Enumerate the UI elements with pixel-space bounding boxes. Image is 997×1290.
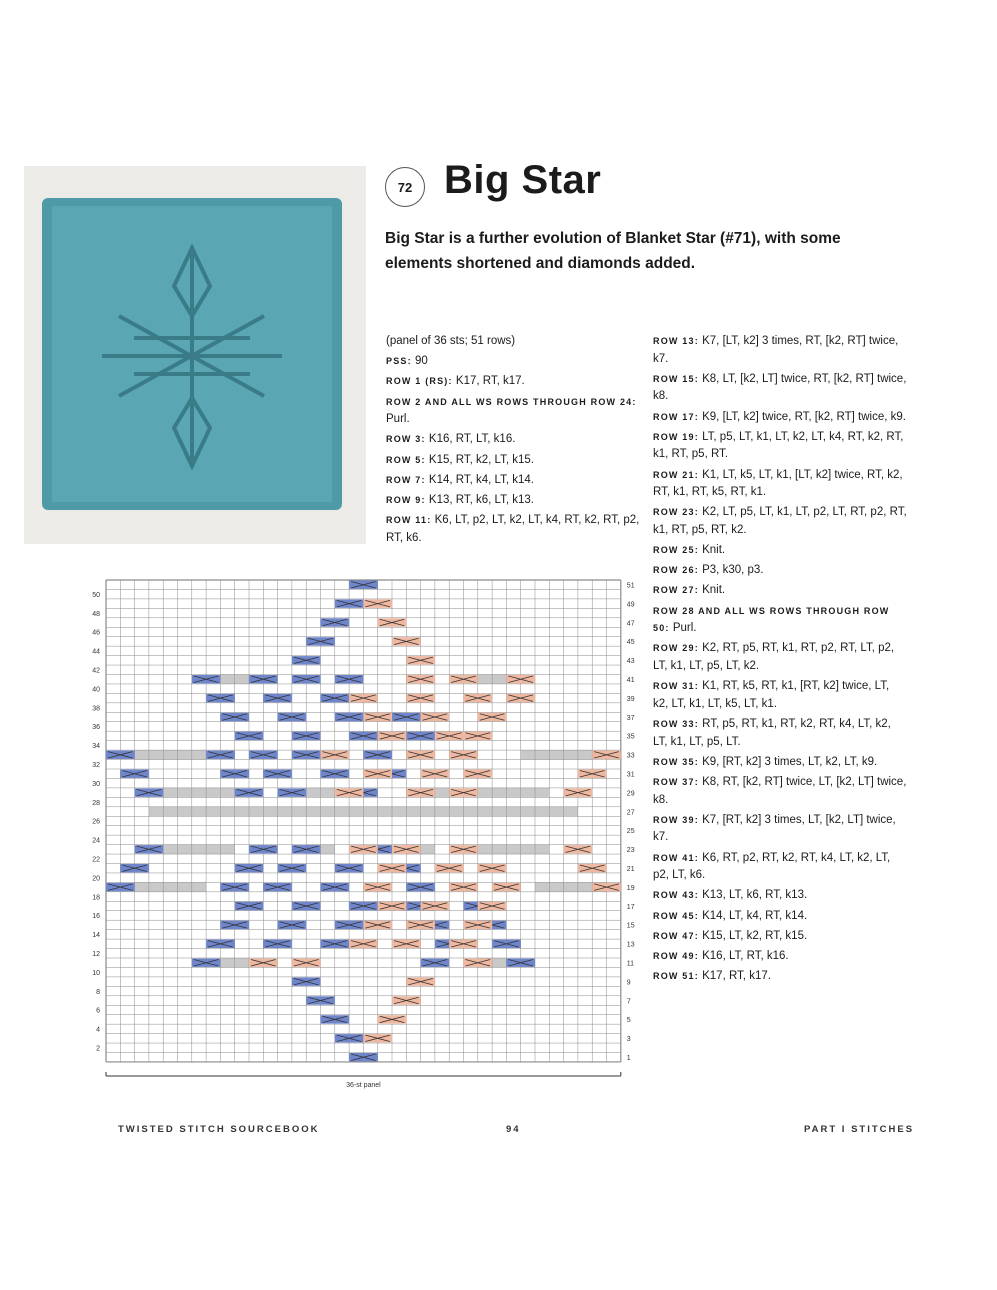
instruction-row-label: ROW 5: (386, 454, 426, 465)
instruction-row (653, 542, 907, 560)
purl-cell (535, 807, 549, 816)
instruction-row-label: ROW 26: (653, 565, 699, 576)
row-number-label: 27 (626, 809, 635, 817)
instruction-row-text: K8, LT, [k2, LT] twice, RT, [k2, RT] twice, k8. (653, 372, 907, 403)
instruction-row-text: Purl. (386, 413, 410, 426)
purl-cell (435, 807, 449, 816)
purl-cell (435, 788, 449, 797)
pattern-number-badge: 72 (385, 167, 425, 207)
purl-cell (220, 675, 234, 684)
row-number-label: 18 (92, 894, 100, 902)
instruction-row (653, 754, 907, 772)
purl-cell (149, 807, 163, 816)
purl-cell (549, 750, 563, 759)
instruction-row-label: ROW 13: (653, 336, 699, 346)
purl-cell (478, 675, 492, 684)
purl-cell (421, 807, 435, 816)
instruction-row-text: K7, [LT, k2] 3 times, RT, [k2, RT] twice, k7. (653, 335, 899, 365)
instruction-row (386, 333, 640, 351)
purl-cell (492, 958, 506, 967)
purl-cell (192, 882, 206, 891)
instruction-row-label: ROW 47: (653, 930, 699, 941)
row-number-label: 33 (626, 752, 635, 760)
purl-cell (449, 807, 463, 816)
instruction-row-label: ROW 37: (653, 776, 699, 787)
instruction-row (653, 678, 907, 713)
purl-cell (378, 807, 392, 816)
instruction-row-label: ROW 19: (653, 431, 699, 442)
purl-cell (492, 845, 506, 854)
instruction-row-label: ROW 7: (386, 474, 426, 485)
purl-cell (549, 807, 563, 816)
row-number-label: 47 (626, 620, 635, 628)
instruction-row-text: K15, LT, k2, RT, k15. (702, 929, 808, 942)
row-number-label: 46 (92, 629, 100, 637)
instructions-column-1 (386, 333, 640, 550)
purl-cell (464, 807, 478, 816)
purl-cell (521, 845, 535, 854)
row-number-label: 11 (626, 960, 635, 968)
purl-cell (306, 807, 320, 816)
instruction-row-text: K6, LT, p2, LT, k2, LT, k4, RT, k2, RT, p2, RT, k6. (386, 514, 640, 544)
row-number-label: 6 (96, 1007, 100, 1015)
purl-cell (178, 788, 192, 797)
purl-cell (535, 845, 549, 854)
instruction-row-label: ROW 28 AND ALL WS ROWS THROUGH ROW 50: (653, 605, 890, 634)
instruction-row-label: ROW 31: (653, 681, 699, 692)
instruction-row-label: PSS: (386, 356, 412, 367)
instruction-row-text: Knit. (702, 584, 726, 597)
purl-cell (478, 845, 492, 854)
instruction-row-text: K1, LT, k5, LT, k1, [LT, k2] twice, RT, k2, RT, k1, RT, k5, RT, k1. (653, 468, 903, 499)
purl-cell (192, 845, 206, 854)
instruction-row-label: ROW 23: (653, 507, 699, 518)
purl-cell (178, 807, 192, 816)
purl-cell (220, 807, 234, 816)
purl-cell (506, 788, 520, 797)
instruction-row-text: K9, [LT, k2] twice, RT, [k2, RT] twice, k9. (702, 410, 906, 423)
purl-cell (192, 750, 206, 759)
instruction-row-label: ROW 33: (653, 719, 699, 729)
instruction-row-text: K17, RT, k17. (702, 970, 771, 983)
instruction-row-label: ROW 45: (653, 910, 699, 921)
instruction-row-text: K9, [RT, k2] 3 times, LT, k2, LT, k9. (702, 755, 878, 768)
row-number-label: 8 (96, 988, 100, 996)
row-number-label: 20 (92, 875, 100, 883)
row-number-label: 3 (626, 1036, 631, 1044)
instruction-row-label: ROW 43: (653, 890, 699, 901)
instruction-row (653, 908, 907, 926)
row-number-label: 14 (92, 932, 100, 940)
instruction-row (653, 968, 907, 986)
row-number-label: 36 (92, 724, 100, 732)
instruction-row-text: Knit. (702, 544, 726, 557)
instruction-row (653, 850, 907, 885)
instruction-row (653, 504, 907, 539)
instruction-row (653, 371, 907, 406)
row-number-label: 22 (92, 856, 100, 864)
row-number-label: 15 (626, 922, 635, 930)
row-number-label: 34 (92, 743, 100, 751)
purl-cell (478, 807, 492, 816)
purl-cell (535, 882, 549, 891)
row-number-label: 28 (92, 799, 100, 807)
purl-cell (564, 882, 578, 891)
instruction-row-text: K16, LT, RT, k16. (702, 949, 789, 962)
purl-cell (535, 750, 549, 759)
instruction-row-text: RT, p5, RT, k1, RT, k2, RT, k4, LT, k2, LT, k1, LT, p5, LT. (653, 718, 891, 748)
row-number-label: 25 (626, 828, 635, 836)
row-number-label: 23 (626, 847, 635, 855)
purl-cell (263, 807, 277, 816)
row-number-label: 2 (96, 1045, 100, 1053)
row-number-label: 12 (92, 951, 100, 958)
row-number-label: 26 (92, 818, 100, 826)
instruction-row-text: P3, k30, p3. (702, 564, 764, 577)
row-number-label: 41 (626, 676, 635, 684)
purl-cell (149, 882, 163, 891)
instruction-row (386, 452, 640, 470)
instruction-row-label: ROW 35: (653, 756, 699, 767)
stitch-chart (86, 576, 646, 1105)
instruction-row (653, 640, 907, 675)
instruction-row (653, 812, 907, 847)
instruction-row-label: ROW 29: (653, 643, 699, 654)
purl-cell (235, 675, 249, 684)
intro-text: Big Star is a further evolution of Blanket Star (#71), with some elements shortened and diamonds added. (385, 230, 841, 272)
instruction-row-label: ROW 17: (653, 411, 699, 422)
instruction-row-text: K2, LT, p5, LT, k1, LT, p2, LT, RT, p2, RT, k1, RT, p5, RT, k2. (653, 506, 907, 536)
row-number-label: 32 (92, 762, 100, 769)
instruction-row-text: K13, LT, k6, RT, k13. (702, 889, 808, 902)
instruction-row (386, 394, 640, 429)
purl-cell (492, 675, 506, 684)
row-number-label: 29 (626, 790, 635, 798)
instruction-row-label: ROW 25: (653, 545, 699, 556)
instruction-row (653, 333, 907, 368)
purl-cell (321, 845, 335, 854)
instruction-row-text: K1, RT, k5, RT, k1, [RT, k2] twice, LT, k2, LT, k1, LT, k5, LT, k1. (653, 680, 890, 710)
purl-cell (363, 807, 377, 816)
purl-cell (335, 807, 349, 816)
row-number-label: 42 (92, 667, 100, 675)
instruction-row (653, 774, 907, 809)
purl-cell (278, 807, 292, 816)
row-number-label: 24 (92, 837, 100, 845)
row-number-label: 21 (626, 865, 635, 873)
row-number-label: 16 (92, 913, 100, 921)
purl-cell (149, 750, 163, 759)
swatch-photo (24, 166, 366, 544)
purl-cell (406, 807, 420, 816)
page-title: Big Star (444, 158, 602, 202)
instruction-row-label: ROW 2 AND ALL WS ROWS THROUGH ROW 24: (386, 396, 637, 407)
purl-cell (163, 788, 177, 797)
purl-cell (192, 788, 206, 797)
row-number-label: 43 (626, 658, 635, 666)
instruction-row-text: K2, RT, p5, RT, k1, RT, p2, RT, LT, p2, LT, k1, LT, p5, LT, k2. (653, 642, 895, 673)
purl-cell (163, 882, 177, 891)
purl-cell (506, 807, 520, 816)
purl-cell (421, 845, 435, 854)
row-number-label: 30 (92, 780, 100, 788)
purl-cell (521, 788, 535, 797)
instruction-row (653, 582, 907, 600)
purl-cell (578, 750, 592, 759)
purl-cell (492, 788, 506, 797)
footer-section: PART I STITCHES (804, 1124, 915, 1135)
instruction-row-text: 90 (415, 355, 428, 368)
instruction-row (386, 431, 640, 449)
instruction-row-label: ROW 51: (653, 971, 699, 982)
purl-cell (206, 807, 220, 816)
instruction-row-text: K15, RT, k2, LT, k15. (428, 453, 534, 466)
row-number-label: 10 (92, 969, 100, 977)
instruction-row-text: K6, RT, p2, RT, k2, RT, k4, LT, k2, LT, p2, LT, k6. (653, 851, 891, 882)
purl-cell (292, 807, 306, 816)
purl-cell (306, 788, 320, 797)
instruction-row (653, 562, 907, 580)
instruction-row-label: ROW 3: (386, 434, 426, 445)
instruction-row-label: ROW 21: (653, 469, 699, 480)
instruction-row (386, 492, 640, 510)
instruction-row (386, 373, 640, 391)
instruction-row (653, 409, 907, 427)
instruction-row (653, 887, 907, 905)
purl-cell (578, 882, 592, 891)
purl-cell (206, 845, 220, 854)
instruction-row-text: K16, RT, LT, k16. (428, 433, 516, 446)
purl-cell (478, 788, 492, 797)
row-number-label: 17 (626, 903, 635, 911)
instruction-row (653, 429, 907, 464)
purl-cell (321, 788, 335, 797)
instruction-row-label: ROW 1 (RS): (386, 376, 453, 387)
row-number-label: 39 (626, 695, 635, 703)
instruction-row-label: ROW 15: (653, 373, 699, 384)
row-number-label: 4 (96, 1026, 100, 1034)
instruction-row-text: (panel of 36 sts; 51 rows) (386, 335, 516, 347)
purl-cell (220, 788, 234, 797)
instruction-row (386, 512, 640, 547)
purl-cell (206, 788, 220, 797)
purl-cell (163, 750, 177, 759)
row-number-label: 40 (92, 686, 100, 694)
instruction-row (386, 353, 640, 371)
instruction-row-text: K7, [RT, k2] 3 times, LT, [k2, LT] twice, k7. (653, 813, 896, 844)
instruction-row (653, 716, 907, 751)
purl-cell (521, 750, 535, 759)
instruction-row-label: ROW 9: (386, 494, 426, 505)
purl-cell (492, 807, 506, 816)
purl-cell (506, 845, 520, 854)
purl-cell (321, 807, 335, 816)
row-number-label: 49 (626, 601, 635, 609)
row-number-label: 38 (92, 705, 100, 713)
instruction-row-text: K8, RT, [k2, RT] twice, LT, [k2, LT] twice, k8. (653, 775, 907, 806)
instruction-row-text: Purl. (672, 622, 697, 635)
instruction-row (386, 472, 640, 490)
instruction-row (653, 467, 907, 502)
instruction-row (653, 603, 907, 638)
purl-cell (392, 807, 406, 816)
purl-cell (535, 788, 549, 797)
row-number-label: 13 (626, 941, 635, 949)
instruction-row-label: ROW 11: (386, 515, 432, 526)
purl-cell (235, 958, 249, 967)
purl-cell (564, 807, 578, 816)
purl-cell (249, 807, 263, 816)
instruction-row-label: ROW 39: (653, 814, 699, 825)
instruction-row-label: ROW 49: (653, 950, 699, 961)
purl-cell (235, 807, 249, 816)
row-number-label: 5 (626, 1017, 631, 1025)
purl-cell (135, 750, 149, 759)
panel-label: 36-st panel (346, 1081, 381, 1089)
row-number-label: 1 (626, 1054, 631, 1062)
purl-cell (178, 750, 192, 759)
row-number-label: 19 (626, 884, 635, 892)
instructions-column-2 (653, 333, 907, 988)
purl-cell (163, 807, 177, 816)
footer-page-number: 94 (506, 1124, 521, 1135)
purl-cell (163, 845, 177, 854)
row-number-label: 7 (626, 998, 631, 1006)
row-number-label: 51 (626, 582, 635, 590)
purl-cell (220, 958, 234, 967)
instruction-row-label: ROW 41: (653, 852, 699, 863)
instruction-row-text: K14, RT, k4, LT, k14. (428, 473, 534, 486)
instruction-row (653, 948, 907, 966)
row-number-label: 48 (92, 610, 100, 618)
row-number-label: 31 (626, 771, 635, 779)
purl-cell (192, 807, 206, 816)
row-number-label: 50 (92, 591, 100, 599)
purl-cell (178, 882, 192, 891)
purl-cell (178, 845, 192, 854)
purl-cell (135, 882, 149, 891)
row-number-label: 37 (626, 714, 635, 722)
purl-cell (349, 807, 363, 816)
row-number-label: 35 (626, 733, 635, 741)
purl-cell (549, 882, 563, 891)
row-number-label: 44 (92, 648, 100, 656)
instruction-row-text: LT, p5, LT, k1, LT, k2, LT, k4, RT, k2, RT, k1, RT, p5, RT. (653, 430, 904, 461)
row-number-label: 45 (626, 639, 635, 647)
instruction-row-text: K17, RT, k17. (455, 375, 525, 388)
purl-cell (564, 750, 578, 759)
instruction-row-label: ROW 27: (653, 585, 699, 596)
footer-book-title: TWISTED STITCH SOURCEBOOK (118, 1124, 320, 1135)
instruction-row (653, 928, 907, 946)
instruction-row-text: K14, LT, k4, RT, k14. (702, 909, 808, 922)
purl-cell (521, 807, 535, 816)
purl-cell (220, 845, 234, 854)
row-number-label: 9 (626, 979, 631, 987)
instruction-row-text: K13, RT, k6, LT, k13. (428, 493, 534, 506)
